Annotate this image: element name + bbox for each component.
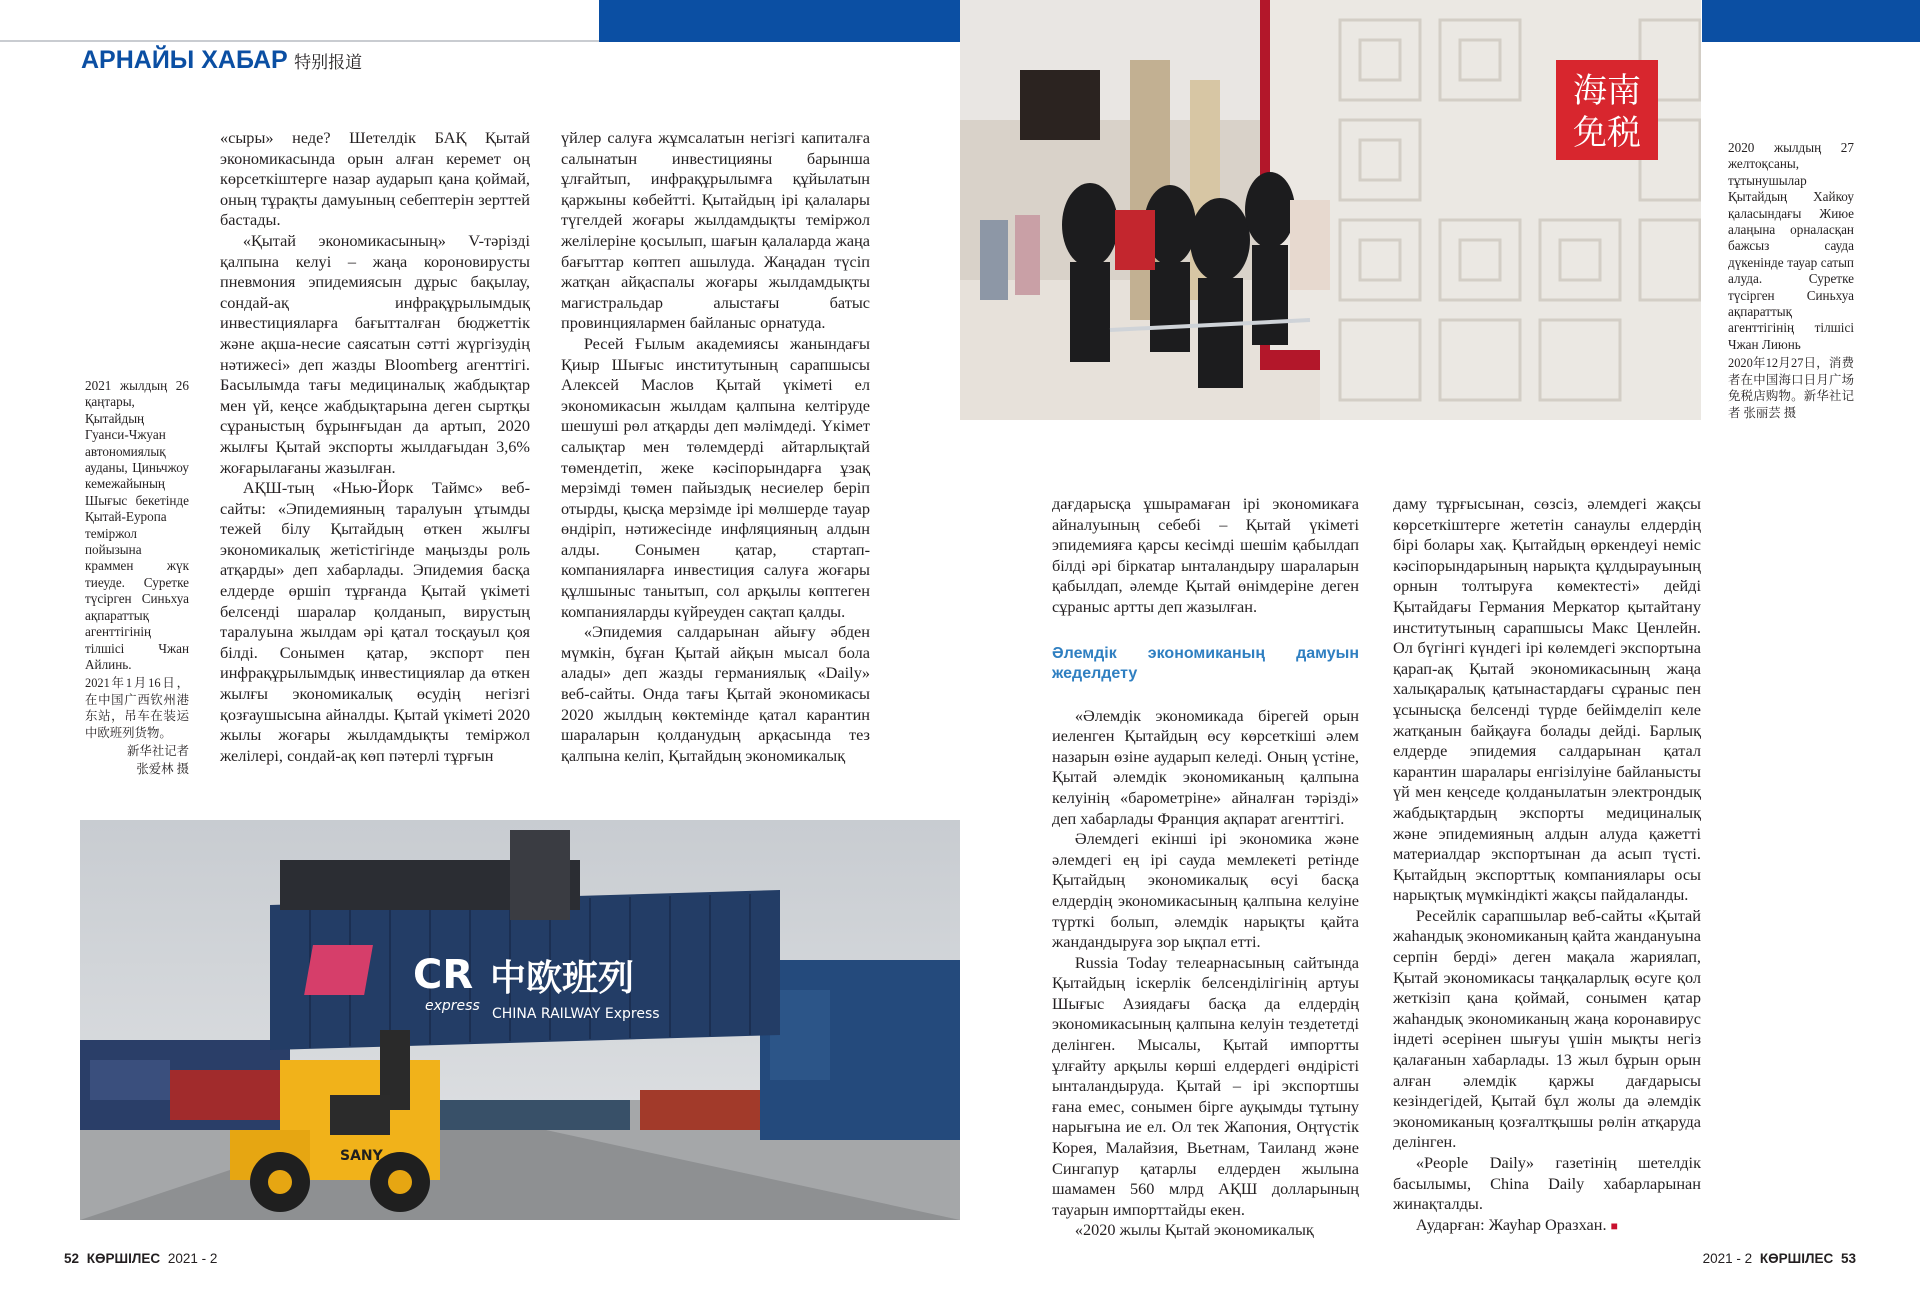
left-caption-credit-2: 张爱林 摄 <box>136 762 189 777</box>
header-blue-bar-left <box>599 0 960 42</box>
paragraph: «Әлемдік экономикада бірегей орын иеленген Қытайдың өсу көрсеткіші әлем назарын өзіне аударып келеді. Оның үстіне, Қытай әлемдік экономиканың қалпына келуінің «барометріне» айналған тәрізді» деп хабарлады Франция ақпарат агенттігі. <box>1052 705 1359 828</box>
text-column-3 <box>1052 494 1359 1241</box>
right-caption-zh: 2020年12月27日，消费者在中国海口日月广场免税店购物。新华社记者 张丽芸 摄 <box>1728 356 1854 420</box>
section-title <box>81 46 362 75</box>
header-blue-bar-right <box>1702 0 1920 42</box>
left-caption-zh: 2021年1月16日，在中国广西钦州港东站，吊车在装运中欧班列货物。 <box>85 676 189 740</box>
paragraph: «People Daily» газетінің шетелдік басылымы, China Daily хабарларынан жинақталды. <box>1393 1153 1701 1214</box>
container-photo <box>80 820 960 1220</box>
paragraph: АҚШ-тың «Нью-Йорк Таймс» веб-сайты: «Эпидемияның таралуын ұтымды тежей білу Қытайдың өткен жылғы экономикалық жетістігінде маңызды роль атқарды» деп хабарлады. Эпидемия басқа елдерде өршіп тұрғанда Қытай үкіметі белсенді шаралар қолданып, вирустың таралуына жылдам әрі қатал тосқауыл қоя білді. Сонымен қатар, экспорт пен инфрақұрылымдық инвестициялар да өткен жылғы экономикалық өсудің негізгі қозғаушысына айналды. Қытай үкіметі 2020 жылы жоғары жылдамдықты теміржол желілері, сондай-ақ көп пәтерлі тұрғын <box>220 478 530 765</box>
text-column-4 <box>1393 494 1701 1236</box>
issue-left: 2021 - 2 <box>167 1251 218 1266</box>
store-photo <box>960 0 1701 420</box>
container-zh: 中欧班列 <box>490 958 635 999</box>
footer-left <box>64 1251 217 1266</box>
magazine-name-right: КӨРШІЛЕС <box>1759 1251 1834 1266</box>
paragraph: даму тұрғысынан, сөзсіз, әлемдегі жақсы көрсеткіштерге жететін санаулы елдердің бірі болары хақ. Қытайдың өркендеуі неміс кәсіпорындарының нарықта құлдырауының орнын толтыруға көмектесті» дейді Қытайдағы Германия Меркатор қытайтану институтының сарапшысы Макс Ценлейн. Ол бүгінгі күндегі ірі көлемдегі экспортына қарап-ақ Қытай экономикасының жаңа халықаралық қатынастардағы сұраныс пен ұсынысқа белсенді түрде бейімделіп келе жатқанын байқауға болады дейді. Барлық елдерде эпидемия салдарынан қатал карантин шаралары енгізілуіне байланысты үй мен кеңседе қолданылатын электрондық жабдықтардың экспорты медициналық және эпидемияның алдын алуда қажетті материалдар экспортынан да асып түсті. Қытайдың экспорттық компаниялары осы нарықтық мүмкіндікті жақсы пайдаланды. <box>1393 494 1701 905</box>
paragraph: Russia Today телеарнасының сайтында Қытайдың іскерлік белсенділігінің артуы Шығыс Азиядағы басқа да елдердің экономикасының қалпына келуін тездететді делінген. Мысалы, Қытай импортты ұлғайту арқылы көрші елдердегі өндірісті ынталандыруда. Қытай – ірі экспортшы ғана емес, сонымен бірге ауқымды тұтыну нарығына ие ел. Ол тек Жапония, Оңтүстік Корея, Малайзия, Вьетнам, Таиланд және Сингапур қатарлы елдерден жылына шамамен 560 млрд АҚШ долларының тауарын импорттайды екен. <box>1052 952 1359 1219</box>
page-number-left: 52 <box>64 1251 80 1266</box>
paragraph: Ресейлік сарапшылар веб-сайты «Қытай жаһандық экономиканың қайта жандануына серпін берді» деген мақала жариялап, Қытай экономикасы таңқаларлық өсуге қол жеткізіп қана қоймай, сонымен қатар жаһандық экономиканың жаңа коронавирус індеті әсерінен шығуы үшін мықты негіз қалағанын хабарлады. 13 жыл бұрын орын алған әлемдік қаржы дағдарысы кезіндегідей, Қытай бұл жолы да әлемдік экономиканың қозғалтқышы рөлін атқаруда делінген. <box>1393 905 1701 1152</box>
left-caption-credit-1: 新华社记者 <box>127 743 189 758</box>
page-number-right: 53 <box>1840 1251 1856 1266</box>
section-title-zh: 特别报道 <box>294 53 363 72</box>
paragraph: Ресей Ғылым академиясы жанындағы Қиыр Шығыс институтының сарапшысы Алексей Маслов Қытай үкіметі ел экономикасын жылдам қалпына келтіруде шешуші рөл атқарды деп мәлімдеді. Үкімет салықтар мен төлемдерді айтарлықтай төмендетіп, жеке кәсіпорындарға ұзақ мерзімді төмен пайыздық несиелер беріп отырды, қысқа мерзімде ірі мөлшерде тауар өндіріп, нәтижесінде инфляцияның алдын алды. Сонымен қатар, стартап-компанияларға инвестиция салуға жоғары құлшыныс танытып, сол арқылы көптеген компанияларды күйреуден сақтап қалды. <box>561 333 870 621</box>
container-brand: CR <box>413 952 474 998</box>
container-en: CHINA RAILWAY Express <box>492 1006 660 1022</box>
paragraph: үйлер салуға жұмсалатын негізгі капиталға салынатын инвестицияны барынша ұлғайтып, инфрақұрылымға құйылатын қаржыны көбейтті. Қытайдың ірі қалалары түгелдей жоғары жылдамдықты теміржол желілеріне қосылып, шағын қалаларда жаңа бағыттар көптеп ашылуда. Жаңадан түсіп жатқан айқаспалы жоғары жылдамдықты магистральдар алыстағы батыс провинциялармен байланыс орнатуда. <box>561 128 870 333</box>
text-column-1 <box>220 128 530 766</box>
translator-line <box>1393 1215 1701 1237</box>
crane-brand: SANY <box>340 1148 383 1164</box>
left-caption-kz: 2021 жылдың 26 қаңтары, Қытайдың Гуанси-Чжуан автономиялық ауданы, Циньчжоу кемежайының Шығыс бекетінде Қытай-Еуропа теміржол пойызына краммен жүк тиеуде. Суретке түсірген Синьхуа ақпараттық агенттігінің тілшісі Чжан Айлинь. <box>85 378 189 672</box>
right-caption-kz: 2020 жылдың 27 желтоқсаны, тұтынушылар Қытайдың Хайкоу қаласындағы Жиюе алаңына орналасқан бажсыз сауда дүкенінде тауар сатып алуда. Суретке түсірген Синьхуа ақпараттық агенттігінің тілшісі Чжан Лиюнь <box>1728 140 1854 352</box>
container-brand-sub: express <box>425 998 480 1014</box>
magazine-name-left: КӨРШІЛЕС <box>86 1251 161 1266</box>
store-sign-line1: 海南 <box>1573 71 1641 111</box>
footer-right <box>1703 1251 1856 1266</box>
right-photo-caption <box>1728 140 1854 421</box>
paragraph: «сыры» неде? Шетелдік БАҚ Қытай экономикасында орын алған керемет оң көрсеткіштерге назар аударып қана қоймай, оның тұрақты дамуының себептерін зерттей бастады. <box>220 128 530 230</box>
section-title-kz: АРНАЙЫ ХАБАР <box>81 46 288 74</box>
left-photo-caption <box>85 378 189 778</box>
paragraph: «Эпидемия салдарынан айығу әбден мүмкін, бұған Қытай айқын мысал бола алады» деп жазды германиялық «Daily» веб-сайты. Онда тағы Қытай экономикасы 2020 жылдың көктемінде қатал карантин шараларын қолданудың арқасында тез қалпына келіп, Қытайдың экономикалық <box>561 622 870 765</box>
paragraph: Әлемдегі екінші ірі экономика және әлемдегі ең ірі сауда мемлекеті ретінде Қытайдың экономикалық өсуі басқа елдердің экономикасының қалпына келуіне түрткі болып, әлемдік нарықты қайта жандандыруға зор ықпал етті. <box>1052 829 1359 952</box>
paragraph: «Қытай экономикасының» V-тәрізді қалпына келуі – жаңа короновирусты пневмония эпидемиясын дұрыс бақылау, сондай-ақ инфрақұрылымдық инвестицияларға бағытталған бюджеттік және ақша-несие саясатын сәтті жүргізудің нәтижесі» деп жазды Bloomberg агенттігі. Басылымда тағы медициналық жабдықтар мен үй, кеңсе жабдықтарына деген сыртқы сұраныстың бұрынғыдан да артып, 2020 жылғы Қытай экспорты жылдағыдан 3,6% жоғарылағаны жазылған. <box>220 230 530 477</box>
store-sign-line2: 免税 <box>1573 113 1641 153</box>
end-mark: ■ <box>1610 1218 1618 1233</box>
text-column-2 <box>561 128 870 766</box>
issue-right: 2021 - 2 <box>1702 1251 1753 1266</box>
paragraph: дағдарысқа ұшырамаған ірі экономикаға айналуының себебі – Қытай үкіметі эпидемияға қарсы кесімді шешім қабылдап білді әрі біркатар ынталандыру шараларын қабылдап, әлемде Қытай өнімдеріне деген сұраныс артты деп жазылған. <box>1052 494 1359 616</box>
translator-credit: Аударған: Жауһар Оразхан. <box>1415 1214 1607 1234</box>
section-subheading: Әлемдік экономиканың дамуын жеделдету <box>1052 644 1359 682</box>
paragraph: «2020 жылы Қытай экономикалық <box>1074 1220 1314 1240</box>
